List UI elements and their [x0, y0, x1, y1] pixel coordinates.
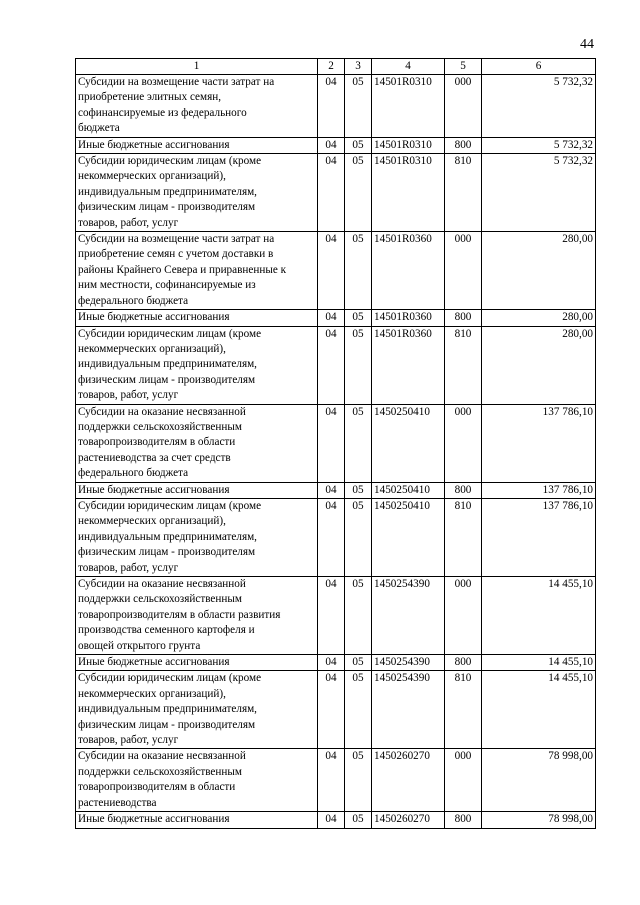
subsection-code-cell: 05	[345, 137, 372, 153]
row-name-cell: Иные бюджетные ассигнования	[76, 310, 318, 326]
subsection-code-cell: 05	[345, 749, 372, 812]
subsection-code-cell: 05	[345, 812, 372, 828]
expense-type-code-cell: 810	[445, 326, 482, 404]
subsection-code-cell: 05	[345, 75, 372, 138]
expense-type-code-cell: 810	[445, 154, 482, 232]
section-code-cell: 04	[318, 75, 345, 138]
subsection-code-cell: 05	[345, 577, 372, 655]
subsection-code-cell: 05	[345, 326, 372, 404]
subsection-code-cell: 05	[345, 310, 372, 326]
section-code-cell: 04	[318, 577, 345, 655]
target-item-code-cell: 1450250410	[372, 404, 445, 482]
section-code-cell: 04	[318, 232, 345, 310]
subsection-code-cell: 05	[345, 671, 372, 749]
amount-cell: 78 998,00	[482, 812, 596, 828]
target-item-code-cell: 14501R0360	[372, 310, 445, 326]
target-item-code-cell: 14501R0360	[372, 232, 445, 310]
section-code-cell: 04	[318, 812, 345, 828]
row-name-cell: Иные бюджетные ассигнования	[76, 812, 318, 828]
expense-type-code-cell: 800	[445, 812, 482, 828]
table-row	[76, 404, 596, 482]
table-row	[76, 75, 596, 138]
amount-cell: 14 455,10	[482, 671, 596, 749]
target-item-code-cell: 1450260270	[372, 812, 445, 828]
table-row	[76, 655, 596, 671]
expense-type-code-cell: 800	[445, 482, 482, 498]
row-name-cell: Субсидии на оказание несвязанной поддержки сельскохозяйственным товаропроизводителям в области растениеводства за счет средств федерального бюджета	[76, 404, 318, 482]
section-code-cell: 04	[318, 137, 345, 153]
row-name-cell: Субсидии юридическим лицам (кроме некоммерческих организаций), индивидуальным предпринимателям, физическим лицам - производителям товаров, работ, услуг	[76, 498, 318, 576]
row-name-cell: Иные бюджетные ассигнования	[76, 655, 318, 671]
table-row	[76, 326, 596, 404]
section-code-cell: 04	[318, 655, 345, 671]
table-row	[76, 310, 596, 326]
column-header: 6	[482, 59, 596, 75]
expense-type-code-cell: 810	[445, 498, 482, 576]
section-code-cell: 04	[318, 326, 345, 404]
target-item-code-cell: 14501R0310	[372, 154, 445, 232]
target-item-code-cell: 1450250410	[372, 482, 445, 498]
section-code-cell: 04	[318, 498, 345, 576]
table-row	[76, 137, 596, 153]
expense-type-code-cell: 800	[445, 310, 482, 326]
table-row	[76, 498, 596, 576]
column-header: 5	[445, 59, 482, 75]
column-header: 2	[318, 59, 345, 75]
target-item-code-cell: 1450260270	[372, 749, 445, 812]
expense-type-code-cell: 000	[445, 75, 482, 138]
amount-cell: 280,00	[482, 326, 596, 404]
column-header: 3	[345, 59, 372, 75]
subsection-code-cell: 05	[345, 232, 372, 310]
subsection-code-cell: 05	[345, 498, 372, 576]
amount-cell: 137 786,10	[482, 498, 596, 576]
row-name-cell: Иные бюджетные ассигнования	[76, 482, 318, 498]
expense-type-code-cell: 810	[445, 671, 482, 749]
row-name-cell: Субсидии на возмещение части затрат на приобретение элитных семян, софинансируемые из федерального бюджета	[76, 75, 318, 138]
table-row	[76, 749, 596, 812]
amount-cell: 137 786,10	[482, 482, 596, 498]
row-name-cell: Субсидии на оказание несвязанной поддержки сельскохозяйственным товаропроизводителям в области растениеводства	[76, 749, 318, 812]
row-name-cell: Иные бюджетные ассигнования	[76, 137, 318, 153]
target-item-code-cell: 1450254390	[372, 577, 445, 655]
expense-type-code-cell: 000	[445, 232, 482, 310]
expense-type-code-cell: 000	[445, 404, 482, 482]
amount-cell: 14 455,10	[482, 655, 596, 671]
section-code-cell: 04	[318, 749, 345, 812]
expense-type-code-cell: 800	[445, 137, 482, 153]
amount-cell: 137 786,10	[482, 404, 596, 482]
table-row	[76, 671, 596, 749]
amount-cell: 5 732,32	[482, 137, 596, 153]
table-row	[76, 482, 596, 498]
column-header: 4	[372, 59, 445, 75]
row-name-cell: Субсидии юридическим лицам (кроме некоммерческих организаций), индивидуальным предпринимателям, физическим лицам - производителям товаров, работ, услуг	[76, 326, 318, 404]
section-code-cell: 04	[318, 310, 345, 326]
table-row	[76, 577, 596, 655]
table-row	[76, 154, 596, 232]
table-row	[76, 232, 596, 310]
target-item-code-cell: 1450254390	[372, 655, 445, 671]
amount-cell: 14 455,10	[482, 577, 596, 655]
amount-cell: 78 998,00	[482, 749, 596, 812]
row-name-cell: Субсидии юридическим лицам (кроме некоммерческих организаций), индивидуальным предпринимателям, физическим лицам - производителям товаров, работ, услуг	[76, 671, 318, 749]
subsection-code-cell: 05	[345, 404, 372, 482]
page-number: 44	[580, 37, 594, 52]
target-item-code-cell: 14501R0360	[372, 326, 445, 404]
section-code-cell: 04	[318, 671, 345, 749]
section-code-cell: 04	[318, 482, 345, 498]
header-row	[76, 59, 596, 75]
section-code-cell: 04	[318, 154, 345, 232]
subsection-code-cell: 05	[345, 482, 372, 498]
amount-cell: 5 732,32	[482, 154, 596, 232]
table-body	[76, 75, 596, 829]
expense-type-code-cell: 000	[445, 577, 482, 655]
target-item-code-cell: 1450254390	[372, 671, 445, 749]
amount-cell: 5 732,32	[482, 75, 596, 138]
budget-table	[75, 58, 596, 829]
expense-type-code-cell: 800	[445, 655, 482, 671]
row-name-cell: Субсидии на возмещение части затрат на приобретение семян с учетом доставки в районы Крайнего Севера и приравненные к ним местности, софинансируемые из федерального бюджета	[76, 232, 318, 310]
row-name-cell: Субсидии юридическим лицам (кроме некоммерческих организаций), индивидуальным предпринимателям, физическим лицам - производителям товаров, работ, услуг	[76, 154, 318, 232]
table-row	[76, 812, 596, 828]
target-item-code-cell: 14501R0310	[372, 75, 445, 138]
subsection-code-cell: 05	[345, 655, 372, 671]
row-name-cell: Субсидии на оказание несвязанной поддержки сельскохозяйственным товаропроизводителям в области развития производства семенного картофеля и овощей открытого грунта	[76, 577, 318, 655]
target-item-code-cell: 14501R0310	[372, 137, 445, 153]
target-item-code-cell: 1450250410	[372, 498, 445, 576]
column-header: 1	[76, 59, 318, 75]
expense-type-code-cell: 000	[445, 749, 482, 812]
subsection-code-cell: 05	[345, 154, 372, 232]
amount-cell: 280,00	[482, 232, 596, 310]
amount-cell: 280,00	[482, 310, 596, 326]
section-code-cell: 04	[318, 404, 345, 482]
